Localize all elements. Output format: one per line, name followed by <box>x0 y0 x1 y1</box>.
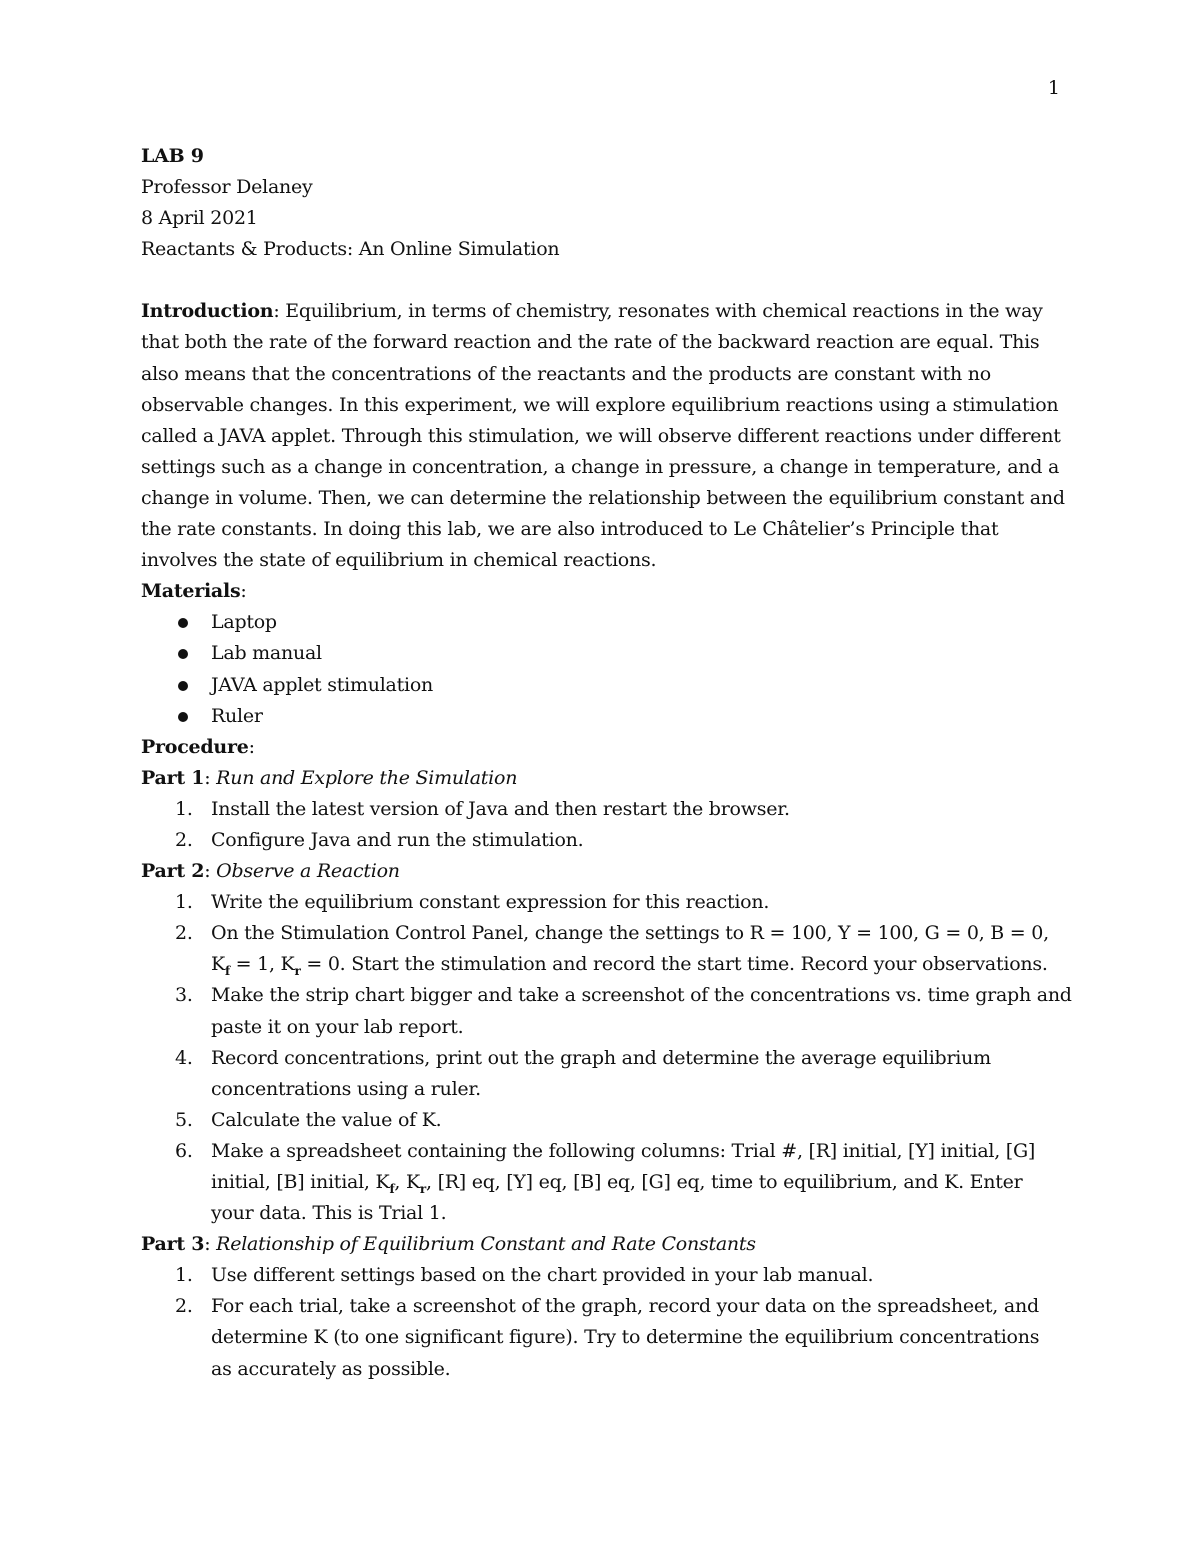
list-item: 1. Use different settings based on the chart provided in your lab manual. <box>175 1264 874 1287</box>
list-item: 1. Write the equilibrium constant expression for this reaction. <box>175 891 770 914</box>
list-item: 1. Install the latest version of Java and then restart the browser. <box>175 797 790 820</box>
materials-item: Laptop <box>141 607 1066 638</box>
list-item: 2. For each trial, take a screenshot of the graph, record your data on the spreadsheet, and determine K (to one significant figure). Try to determine the equilibrium concentrations as accurately as possible. <box>175 1295 1040 1380</box>
part2-steps <box>141 887 1072 1229</box>
part2-separator: : <box>204 860 217 883</box>
part1-heading <box>141 763 1066 794</box>
report-subtitle: Reactants & Products: An Online Simulation <box>141 238 560 261</box>
part1-steps <box>141 794 1066 856</box>
materials-heading <box>141 576 1066 607</box>
list-item: 4. Record concentrations, print out the graph and determine the average equilibrium concentrations using a ruler. <box>175 1046 991 1100</box>
part3-steps <box>141 1260 1066 1384</box>
list-item: 3. Make the strip chart bigger and take a screenshot of the concentrations vs. time graph and paste it on your lab report. <box>175 984 1072 1038</box>
introduction-paragraph <box>141 296 1066 576</box>
introduction-label: Introduction <box>141 300 274 323</box>
procedure-separator: : <box>248 735 255 758</box>
document-body <box>141 141 1072 1385</box>
introduction-separator: : <box>273 300 286 323</box>
part2-heading <box>141 856 1066 887</box>
part1-title: Run and Explore the Simulation <box>216 766 518 789</box>
bullet-icon <box>178 681 188 691</box>
procedure-heading <box>141 732 1066 763</box>
materials-item: Ruler <box>141 701 1066 732</box>
list-item: 5. Calculate the value of K. <box>175 1108 442 1131</box>
list-item: 6. Make a spreadsheet containing the following columns: Trial #, [R] initial, [Y] initial, [G] initial, [B] initial, $K_f$, $K_r$, [R] eq, [Y] eq, [B] eq, [G] eq, time to equilibrium, and K. Enter your data. This is Trial 1. <box>175 1139 1036 1225</box>
professor-name: Professor Delaney <box>141 176 313 199</box>
part2-title: Observe a Reaction <box>216 860 400 883</box>
bullet-icon <box>178 618 188 628</box>
materials-label: Materials <box>141 580 241 603</box>
bullet-icon <box>178 712 188 722</box>
part3-label: Part 3 <box>141 1233 205 1256</box>
part1-separator: : <box>204 766 217 789</box>
materials-item: Lab manual <box>141 638 1066 669</box>
bullet-icon <box>178 649 188 659</box>
introduction-text: Equilibrium, in terms of chemistry, resonates with chemical reactions in the way that both the rate of the forward reaction and the rate of the backward reaction are equal. This also means that the concentrations of the reactants and the products are constant with no observable changes. In this experiment, we will explore equilibrium reactions using a stimulation called a JAVA applet. Through this stimulation, we will observe different reactions under different settings such as a change in concentration, a change in pressure, a change in temperature, and a change in volume. Then, we can determine the relationship between the equilibrium constant and the rate constants. In doing this lab, we are also introduced to Le Châtelier’s Principle that involves the state of equilibrium in chemical reactions. <box>141 300 1065 572</box>
report-date: 8 April 2021 <box>141 207 258 230</box>
part3-separator: : <box>204 1233 217 1256</box>
materials-separator: : <box>240 580 247 603</box>
list-item: 2. Configure Java and run the stimulation. <box>175 828 584 851</box>
part3-title: Relationship of Equilibrium Constant and Rate Constants <box>216 1233 756 1256</box>
part2-label: Part 2 <box>141 860 205 883</box>
lab-title: LAB 9 <box>141 145 204 167</box>
page-number: 1 <box>1047 77 1060 99</box>
procedure-label: Procedure <box>141 735 249 758</box>
list-item: 2. On the Stimulation Control Panel, change the settings to R = 100, Y = 100, G = 0, B = 0, $K_f = 1$, $K_r = 0$. Start the stimulation and record the start time. Record your observations. <box>175 922 1049 979</box>
materials-item: JAVA applet stimulation <box>141 670 1066 701</box>
part1-label: Part 1 <box>141 766 205 789</box>
materials-list <box>141 607 1066 731</box>
part3-heading <box>141 1229 1066 1260</box>
